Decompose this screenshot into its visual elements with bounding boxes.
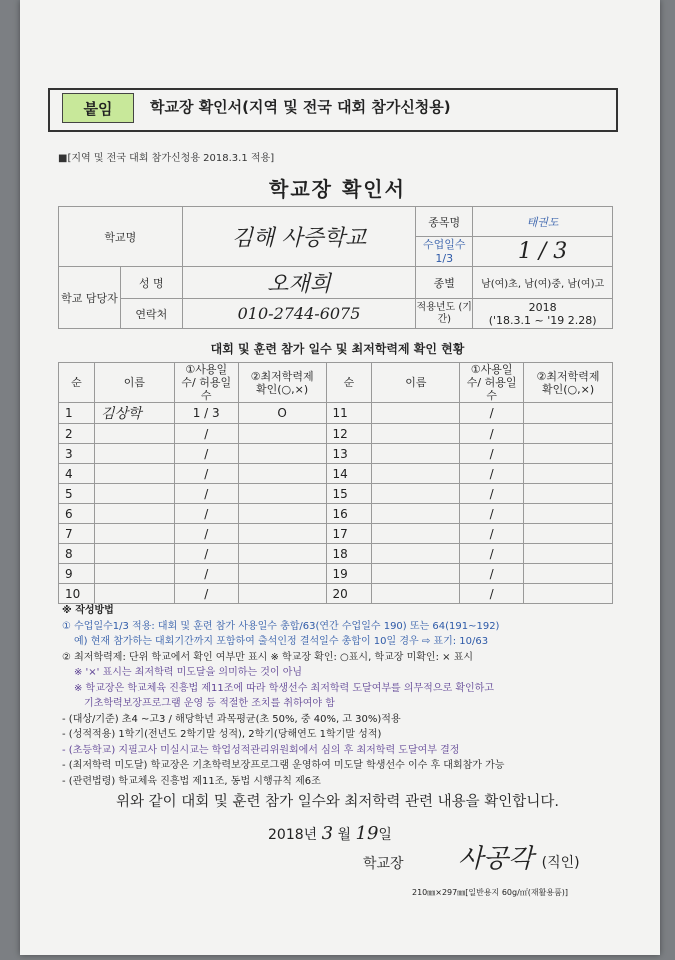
row-no-left: 1 [59,403,95,424]
note-9: - (관련법령) 학교체육 진흥법 제11조, 동법 시행규칙 제6조 [62,775,321,787]
reference-note: ■[지역 및 전국 대회 참가신청용 2018.3.1 적용] [58,153,275,164]
row-no-right: 11 [326,403,372,424]
row-check-left [238,464,326,484]
header-academic: ②최저학력제 확인(○,×) [524,363,613,403]
row-days-left: / [174,564,238,584]
row-days-right: / [460,444,524,464]
row-name-right [372,564,460,584]
writing-instructions [62,603,622,789]
contact-person-label: 학교 담당자 [59,267,121,329]
row-name-left [94,444,174,464]
date-day-label: 일 [378,827,392,843]
row-days-right: / [460,403,524,424]
row-name-right [372,584,460,604]
row-check-right [524,584,613,604]
header-days: ①사용일수/ 허용일수 [174,363,238,403]
row-name-right [372,403,460,424]
row-no-right: 12 [326,424,372,444]
row-no-left: 3 [59,444,95,464]
note-1b: 예) 현재 참가하는 대회기간까지 포함하여 출석인정 결석일수 총합이 10일 경우 ⇨ 표기: 10/63 [74,636,489,647]
row-check-left [238,544,326,564]
year-value: 2018 ('18.3.1 ~ '19 2.28) [473,299,613,329]
date-day: 19 [355,823,379,844]
row-check-right [524,464,613,484]
category-label: 종별 [416,267,473,299]
row-name-right [372,524,460,544]
row-name-left: 김상학 [94,403,174,424]
attachment-label: 붙임 [62,93,134,123]
status-table [58,362,613,604]
header-no: 순 [59,363,95,403]
row-no-left: 2 [59,424,95,444]
name-value: 오재희 [182,267,416,299]
row-no-left: 8 [59,544,95,564]
row-days-left: 1 / 3 [174,403,238,424]
row-name-left [94,464,174,484]
note-4b: 기초학력보장프로그램 운영 등 적절한 조치를 취하여야 함 [84,698,335,709]
row-days-right: / [460,544,524,564]
row-check-right [524,444,613,464]
paper-spec-footer: 210㎜×297㎜[일반용지 60g/㎡(재활용품)] [412,888,569,897]
row-check-left [238,564,326,584]
row-name-right [372,424,460,444]
row-name-left [94,504,174,524]
phone-value: 010-2744-6075 [182,299,416,329]
row-no-left: 9 [59,564,95,584]
row-no-right: 18 [326,544,372,564]
row-days-right: / [460,484,524,504]
note-8: - (최저학력 미도달) 학교장은 기초학력보장프로그램 운영하여 미도달 학생선수 이수 후 대회참가 가능 [62,760,505,771]
class-days-value: 1 / 3 [473,237,613,267]
row-name-left [94,424,174,444]
table-row [59,584,613,604]
date-month-label: 월 [337,827,352,843]
document-title: 학교장 확인서 [269,177,406,201]
row-no-left: 6 [59,504,95,524]
school-name-label: 학교명 [59,207,183,267]
event-label: 종목명 [416,207,473,237]
row-check-left [238,424,326,444]
row-days-left: / [174,584,238,604]
row-check-right [524,484,613,504]
header-no: 순 [326,363,372,403]
row-check-left [238,524,326,544]
table-row [59,424,613,444]
school-name-value: 김해 사증학교 [182,207,416,267]
table-row [59,403,613,424]
note-4: ※ 학교장은 학교체육 진흥법 제11조에 따라 학생선수 최저학력 도달여부를 의무적으로 확인하고 [74,682,494,694]
row-check-left [238,584,326,604]
row-no-right: 15 [326,484,372,504]
row-name-left [94,584,174,604]
row-no-left: 4 [59,464,95,484]
row-days-right: / [460,564,524,584]
note-2: ② 최저학력제: 단위 학교에서 확인 여부만 표시 ※ 학교장 확인: ○표시, 학교장 미확인: × 표시 [62,651,474,663]
row-no-right: 20 [326,584,372,604]
row-name-left [94,484,174,504]
row-name-right [372,504,460,524]
year-label: 적용년도 (기간) [416,299,473,329]
phone-label: 연락처 [120,299,182,329]
principal-label: 학교장 [363,856,404,872]
note-6: - (성적적용) 1학기(전년도 2학기말 성적), 2학기(당해연도 1학기말 성적) [62,729,382,740]
status-header-row [59,363,613,403]
date-year: 2018년 [268,827,318,843]
row-name-right [372,484,460,504]
row-name-left [94,564,174,584]
row-check-left [238,444,326,464]
row-check-right [524,524,613,544]
row-no-left: 5 [59,484,95,504]
row-days-left: / [174,464,238,484]
row-check-right [524,564,613,584]
row-no-left: 10 [59,584,95,604]
row-check-right [524,424,613,444]
class-days-label: 수업일수 1/3 [416,237,473,267]
row-no-left: 7 [59,524,95,544]
row-name-left [94,524,174,544]
row-check-right [524,504,613,524]
row-check-left [238,504,326,524]
table-row [59,504,613,524]
header-name: 이름 [372,363,460,403]
notes-title: ※ 작성방법 [62,605,114,616]
row-days-right: / [460,464,524,484]
note-7: - (초등학교) 지필고사 미실시교는 학업성적관리위원회에서 심의 후 최저학력 도달여부 결정 [62,744,460,756]
row-check-left: O [238,403,326,424]
seal-mark: (직인) [541,855,580,871]
row-no-right: 19 [326,564,372,584]
note-1: ① 수업일수1/3 적용: 대회 및 훈련 참가 사용일수 총합/63(연간 수업일수 190) 또는 64(191~192) [62,620,500,632]
row-name-right [372,544,460,564]
row-days-right: / [460,504,524,524]
row-check-left [238,484,326,504]
row-no-right: 16 [326,504,372,524]
row-check-right [524,403,613,424]
row-days-left: / [174,544,238,564]
header-name: 이름 [94,363,174,403]
confirmation-text: 위와 같이 대회 및 훈련 참가 일수와 최저학력 관련 내용을 확인합니다. [116,794,559,810]
row-days-right: / [460,424,524,444]
principal-signature [458,838,580,875]
row-name-right [372,444,460,464]
row-days-right: / [460,584,524,604]
header-academic: ②최저학력제 확인(○,×) [238,363,326,403]
row-no-right: 17 [326,524,372,544]
table-row [59,484,613,504]
principal-sign-text: 사공각 [458,844,534,874]
row-days-left: / [174,504,238,524]
row-days-left: / [174,444,238,464]
row-no-right: 14 [326,464,372,484]
row-days-left: / [174,524,238,544]
issue-date [268,823,392,844]
row-check-right [524,544,613,564]
row-name-right [372,464,460,484]
note-5: - (대상/기준) 초4 ~고3 / 해당학년 과목평균(초 50%, 중 40%, 고 30%)적용 [62,713,401,725]
date-month: 3 [321,823,334,844]
row-days-left: / [174,424,238,444]
status-section-title: 대회 및 훈련 참가 일수 및 최저학력제 확인 현황 [210,342,465,356]
row-name-left [94,544,174,564]
table-row [59,524,613,544]
table-row [59,544,613,564]
row-days-left: / [174,484,238,504]
category-value: 남(여)초, 남(여)중, 남(여)고 [473,267,613,299]
table-row [59,564,613,584]
attachment-title: 학교장 확인서(지역 및 전국 대회 참가신청용) [150,98,451,116]
name-label: 성 명 [120,267,182,299]
row-no-right: 13 [326,444,372,464]
header-days: ①사용일수/ 허용일수 [460,363,524,403]
row-days-right: / [460,524,524,544]
table-row [59,464,613,484]
school-info-table [58,206,613,329]
note-3: ※ '×' 표시는 최저학력 미도달을 의미하는 것이 아님 [74,667,303,678]
event-value: 태권도 [473,207,613,237]
table-row [59,444,613,464]
